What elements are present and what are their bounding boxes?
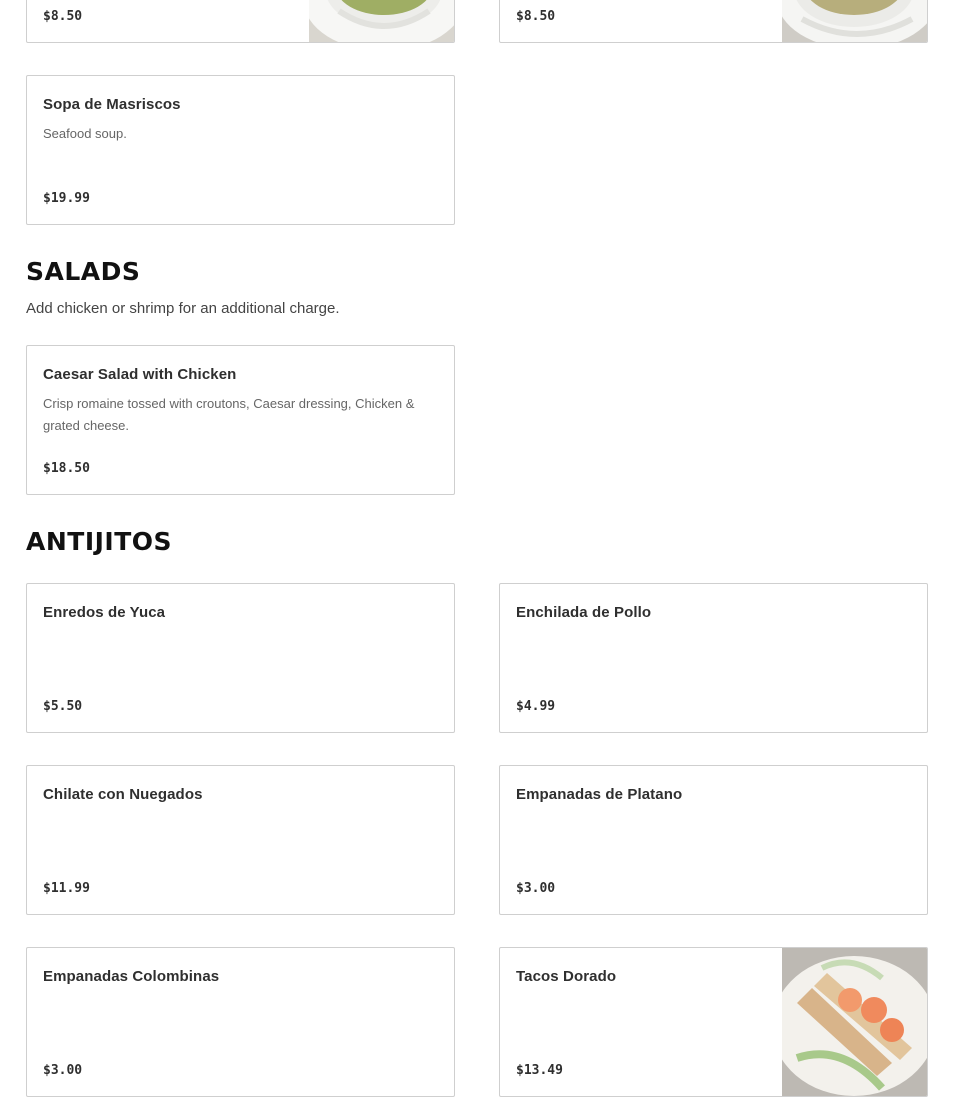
menu-item-card[interactable] bbox=[499, 947, 928, 1097]
menu-item-name: Chilate con Nuegados bbox=[43, 786, 203, 803]
menu-item-card[interactable] bbox=[26, 765, 455, 915]
soup-bowl-image bbox=[309, 0, 454, 42]
section-title-salads: SALADS bbox=[26, 257, 141, 286]
menu-item-name: Empanadas Colombinas bbox=[43, 968, 220, 985]
menu-item-price: $13.49 bbox=[516, 1063, 563, 1078]
menu-item-card[interactable] bbox=[499, 583, 928, 733]
menu-item-price: $4.99 bbox=[516, 699, 556, 714]
menu-item-price: $19.99 bbox=[43, 191, 90, 206]
menu-item-name: Enchilada de Pollo bbox=[516, 604, 652, 621]
soup-bowl-image bbox=[782, 0, 927, 42]
menu-item-price: $3.00 bbox=[43, 1063, 83, 1078]
menu-item-name: Caesar Salad with Chicken bbox=[43, 366, 237, 383]
menu-item-card[interactable] bbox=[26, 0, 455, 43]
menu-item-description: Seafood soup. bbox=[43, 126, 127, 141]
menu-item-name: Sopa de Masriscos bbox=[43, 96, 181, 113]
menu-item-name: Enredos de Yuca bbox=[43, 604, 166, 621]
menu-item-price: $5.50 bbox=[43, 699, 83, 714]
tacos-dorado-image bbox=[782, 948, 927, 1096]
section-note-salads: Add chicken or shrimp for an additional charge. bbox=[26, 300, 340, 317]
menu-item-card[interactable] bbox=[26, 345, 455, 495]
menu-item-card[interactable] bbox=[26, 75, 455, 225]
menu-item-price: $11.99 bbox=[43, 881, 90, 896]
menu-item-name: Empanadas de Platano bbox=[516, 786, 683, 803]
section-title-antijitos: ANTIJITOS bbox=[26, 527, 173, 556]
menu-item-card[interactable] bbox=[26, 947, 455, 1097]
menu-item-card[interactable] bbox=[26, 583, 455, 733]
menu-item-price: $18.50 bbox=[43, 461, 90, 476]
menu-item-price: $8.50 bbox=[43, 9, 83, 24]
menu-item-price: $3.00 bbox=[516, 881, 556, 896]
menu-item-card[interactable] bbox=[499, 0, 928, 43]
menu-item-price: $8.50 bbox=[516, 9, 556, 24]
menu-item-card[interactable] bbox=[499, 765, 928, 915]
menu-item-name: Tacos Dorado bbox=[516, 968, 617, 985]
menu-item-description: Crisp romaine tossed with croutons, Caesar dressing, Chicken & grated cheese. bbox=[43, 396, 415, 433]
